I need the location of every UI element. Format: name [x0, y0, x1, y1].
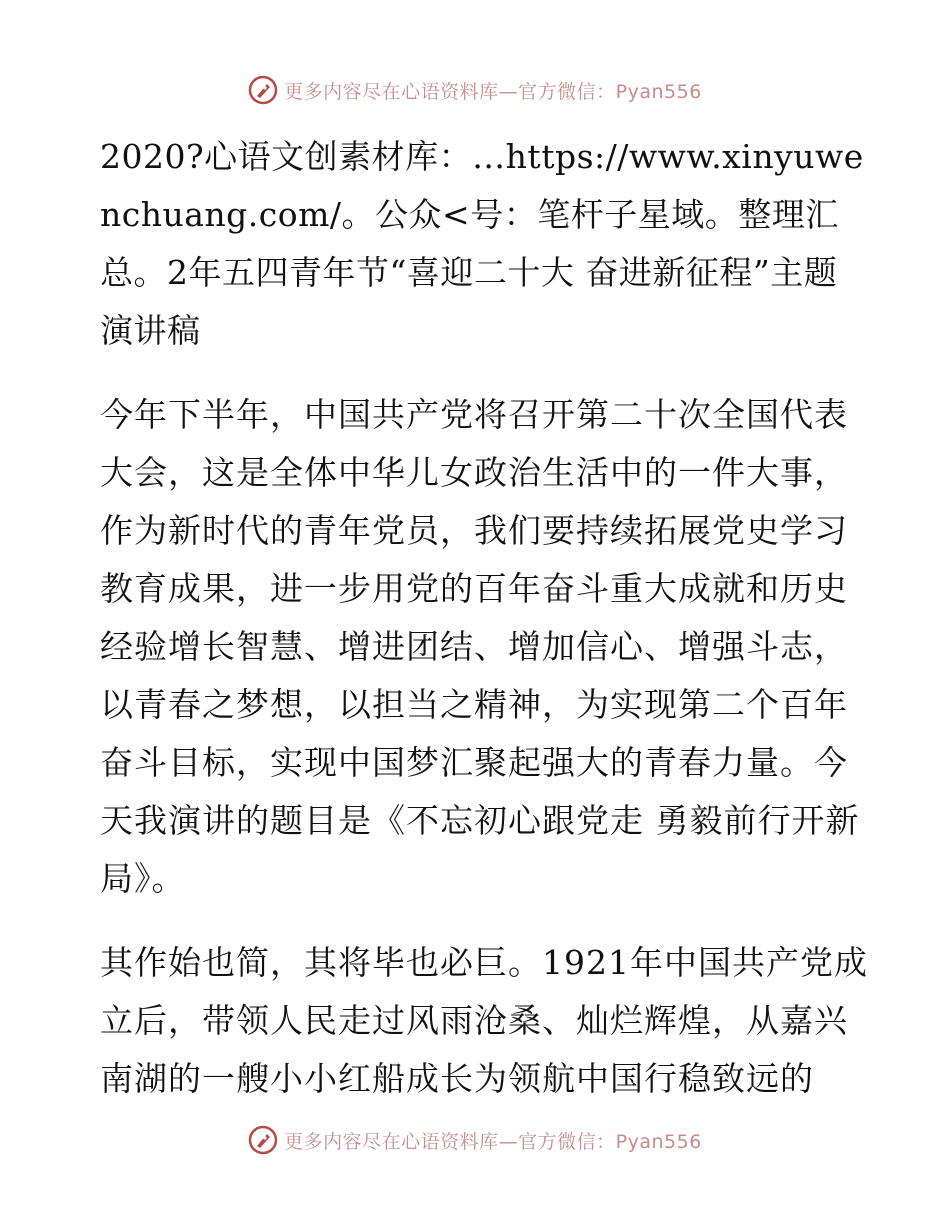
body-paragraph: 今年下半年，中国共产党将召开第二十次全国代表大会，这是全体中华儿女政治生活中的一件大事，作为新时代的青年党员，我们要持续拓展党史学习教育成果，进一步用党的百年奋斗重大成就和历史经验增长智慧、增进团结、增加信心、增强斗志，以青春之梦想，以担当之精神，为实现第二个百年奋斗目标，实现中国梦汇聚起强大的青春力量。今天我演讲的题目是《不忘初心跟党走 勇毅前行开新局》。 — [100, 395, 860, 898]
body-paragraph: 其作始也简，其将毕也必巨。1921年中国共产党成立后，带领人民走过风雨沧桑、灿烂辉煌，从嘉兴南湖的一艘小小红船成长为领航中国行稳致远的 — [100, 943, 868, 1098]
watermark-text: 更多内容尽在心语资料库—官方微信：Pyan556 — [284, 80, 702, 103]
document-body — [100, 128, 870, 1134]
pen-nib-circle-icon — [248, 75, 278, 105]
footer-watermark — [0, 1123, 950, 1157]
watermark-text: 更多内容尽在心语资料库—官方微信：Pyan556 — [284, 1130, 702, 1153]
pen-nib-circle-icon — [248, 1125, 278, 1155]
header-watermark — [0, 73, 950, 107]
document-title-paragraph: 2020?心语文创素材库：…https://www.xinyuwenchuang.com/。公众<号：笔杆子星域。整理汇总。2年五四青年节“喜迎二十大 奋进新征程”主题演讲稿 — [100, 137, 864, 350]
